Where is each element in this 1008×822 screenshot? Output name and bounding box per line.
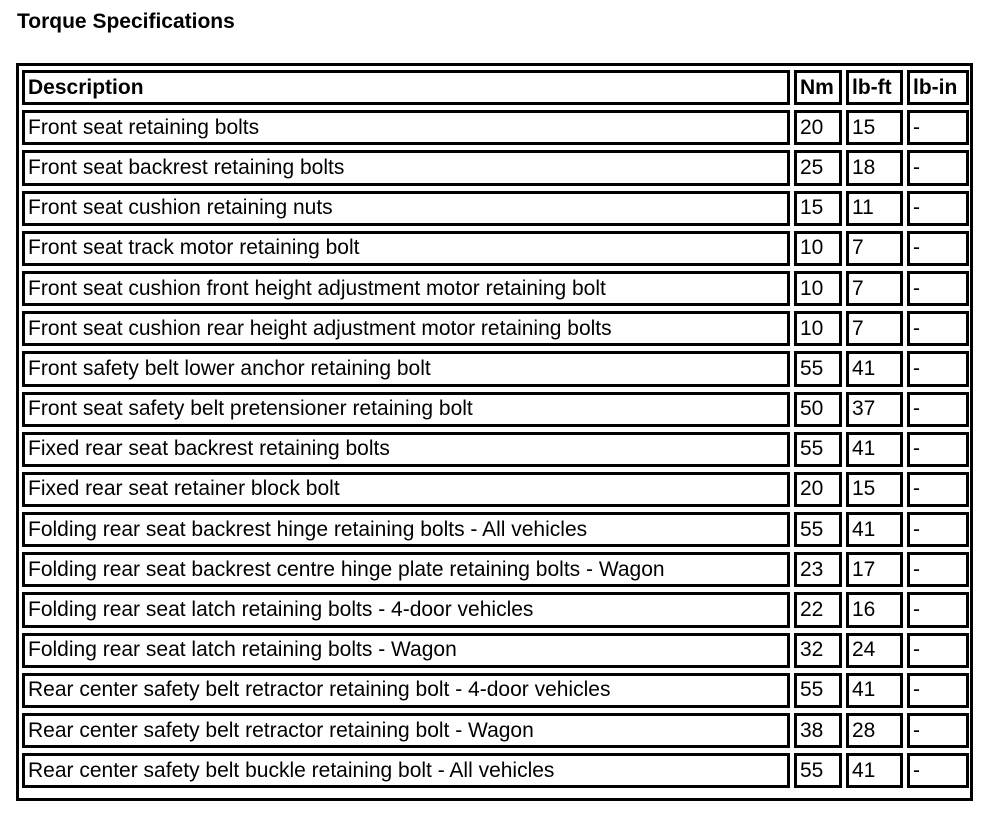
cell-nm: 55 xyxy=(794,432,842,467)
cell-nm: 55 xyxy=(794,351,842,386)
cell-lb-ft: 28 xyxy=(846,713,903,748)
cell-lb-in: - xyxy=(907,753,969,788)
cell-lb-in: - xyxy=(907,392,969,427)
header-nm: Nm xyxy=(794,70,842,105)
table-row xyxy=(22,311,969,346)
cell-lb-in: - xyxy=(907,231,969,266)
table-row xyxy=(22,432,969,467)
cell-nm: 10 xyxy=(794,311,842,346)
cell-lb-ft: 17 xyxy=(846,552,903,587)
table-row xyxy=(22,191,969,226)
cell-lb-ft: 7 xyxy=(846,311,903,346)
cell-lb-ft: 15 xyxy=(846,110,903,145)
table-row xyxy=(22,552,969,587)
table-row xyxy=(22,753,969,788)
torque-table xyxy=(18,65,973,793)
table-row xyxy=(22,351,969,386)
cell-lb-in: - xyxy=(907,592,969,627)
cell-description: Front seat cushion front height adjustment motor retaining bolt xyxy=(22,271,790,306)
header-description: Description xyxy=(22,70,790,105)
cell-lb-in: - xyxy=(907,110,969,145)
cell-lb-in: - xyxy=(907,432,969,467)
cell-nm: 15 xyxy=(794,191,842,226)
cell-lb-ft: 24 xyxy=(846,633,903,668)
header-lb-ft: lb-ft xyxy=(846,70,903,105)
cell-lb-ft: 7 xyxy=(846,271,903,306)
cell-description: Rear center safety belt retractor retaining bolt - 4-door vehicles xyxy=(22,673,790,708)
cell-nm: 50 xyxy=(794,392,842,427)
table-row xyxy=(22,713,969,748)
cell-lb-ft: 18 xyxy=(846,150,903,185)
cell-description: Fixed rear seat retainer block bolt xyxy=(22,472,790,507)
cell-nm: 10 xyxy=(794,231,842,266)
cell-nm: 22 xyxy=(794,592,842,627)
header-lb-in: lb-in xyxy=(907,70,969,105)
table-row xyxy=(22,150,969,185)
cell-lb-in: - xyxy=(907,351,969,386)
cell-nm: 55 xyxy=(794,673,842,708)
cell-lb-in: - xyxy=(907,552,969,587)
cell-description: Front safety belt lower anchor retaining bolt xyxy=(22,351,790,386)
cell-lb-ft: 16 xyxy=(846,592,903,627)
cell-description: Front seat safety belt pretensioner retaining bolt xyxy=(22,392,790,427)
cell-lb-in: - xyxy=(907,311,969,346)
cell-lb-in: - xyxy=(907,633,969,668)
cell-lb-in: - xyxy=(907,512,969,547)
cell-lb-in: - xyxy=(907,150,969,185)
cell-lb-ft: 41 xyxy=(846,432,903,467)
cell-lb-in: - xyxy=(907,673,969,708)
cell-lb-ft: 41 xyxy=(846,512,903,547)
cell-description: Folding rear seat latch retaining bolts - Wagon xyxy=(22,633,790,668)
page-title: Torque Specifications xyxy=(17,10,235,33)
cell-lb-ft: 41 xyxy=(846,673,903,708)
cell-lb-in: - xyxy=(907,472,969,507)
cell-description: Folding rear seat backrest hinge retaining bolts - All vehicles xyxy=(22,512,790,547)
cell-description: Folding rear seat latch retaining bolts - 4-door vehicles xyxy=(22,592,790,627)
cell-description: Rear center safety belt retractor retaining bolt - Wagon xyxy=(22,713,790,748)
table-header-row xyxy=(22,70,969,105)
cell-nm: 32 xyxy=(794,633,842,668)
cell-nm: 20 xyxy=(794,472,842,507)
cell-lb-ft: 11 xyxy=(846,191,903,226)
torque-table-frame xyxy=(16,63,973,801)
cell-lb-ft: 41 xyxy=(846,351,903,386)
table-row xyxy=(22,271,969,306)
cell-description: Folding rear seat backrest centre hinge plate retaining bolts - Wagon xyxy=(22,552,790,587)
cell-lb-in: - xyxy=(907,713,969,748)
table-row xyxy=(22,592,969,627)
cell-nm: 20 xyxy=(794,110,842,145)
cell-description: Front seat track motor retaining bolt xyxy=(22,231,790,266)
cell-description: Rear center safety belt buckle retaining bolt - All vehicles xyxy=(22,753,790,788)
cell-description: Front seat cushion rear height adjustment motor retaining bolts xyxy=(22,311,790,346)
table-row xyxy=(22,392,969,427)
cell-lb-ft: 15 xyxy=(846,472,903,507)
table-row xyxy=(22,673,969,708)
cell-nm: 10 xyxy=(794,271,842,306)
table-row xyxy=(22,633,969,668)
table-row xyxy=(22,472,969,507)
cell-lb-ft: 7 xyxy=(846,231,903,266)
cell-description: Fixed rear seat backrest retaining bolts xyxy=(22,432,790,467)
cell-nm: 55 xyxy=(794,753,842,788)
cell-lb-in: - xyxy=(907,191,969,226)
table-row xyxy=(22,512,969,547)
cell-nm: 23 xyxy=(794,552,842,587)
cell-lb-ft: 41 xyxy=(846,753,903,788)
cell-lb-ft: 37 xyxy=(846,392,903,427)
cell-nm: 55 xyxy=(794,512,842,547)
cell-description: Front seat cushion retaining nuts xyxy=(22,191,790,226)
cell-description: Front seat backrest retaining bolts xyxy=(22,150,790,185)
cell-nm: 25 xyxy=(794,150,842,185)
torque-table-body xyxy=(22,110,969,788)
table-row xyxy=(22,231,969,266)
cell-description: Front seat retaining bolts xyxy=(22,110,790,145)
cell-nm: 38 xyxy=(794,713,842,748)
cell-lb-in: - xyxy=(907,271,969,306)
table-row xyxy=(22,110,969,145)
